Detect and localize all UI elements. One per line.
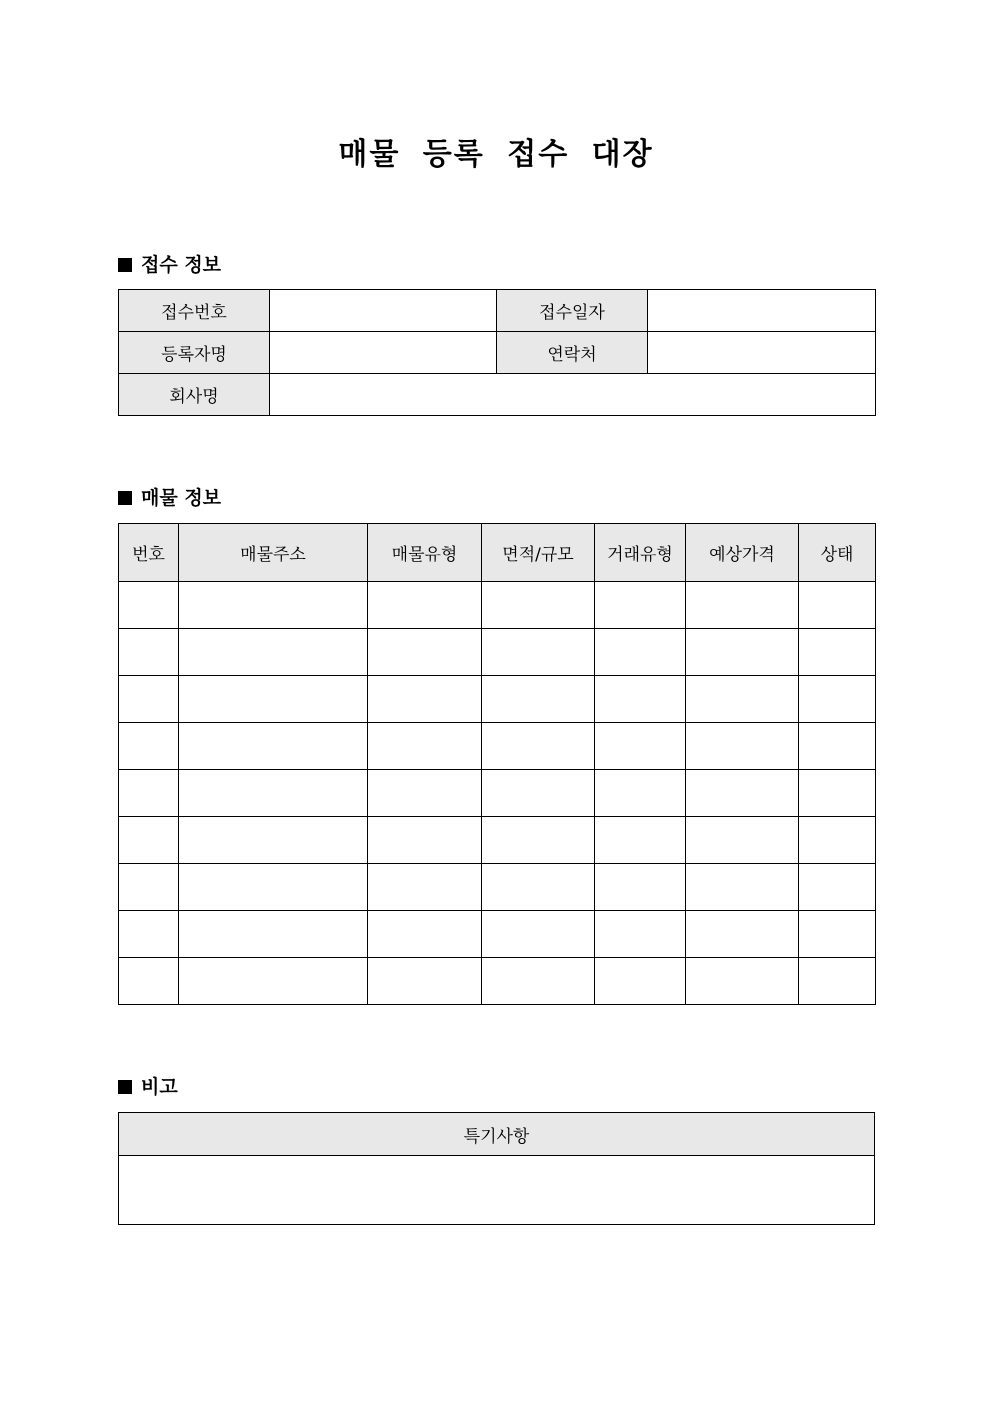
- table-cell[interactable]: [799, 958, 876, 1005]
- reception-row-3: [119, 374, 876, 416]
- table-cell[interactable]: [368, 817, 482, 864]
- table-cell[interactable]: [482, 676, 595, 723]
- table-cell[interactable]: [595, 864, 686, 911]
- column-header-area: 면적/규모: [482, 524, 595, 582]
- section-heading-remarks: [118, 1074, 178, 1100]
- table-row: [119, 582, 876, 629]
- table-cell[interactable]: [799, 676, 876, 723]
- table-cell[interactable]: [595, 911, 686, 958]
- property-header-row: [119, 524, 876, 582]
- contact-label: 연락처: [497, 332, 648, 374]
- table-cell[interactable]: [686, 770, 799, 817]
- section-heading-reception: [118, 252, 221, 278]
- table-cell[interactable]: [119, 958, 179, 1005]
- table-cell[interactable]: [482, 958, 595, 1005]
- column-header-status: 상태: [799, 524, 876, 582]
- table-cell[interactable]: [119, 770, 179, 817]
- table-cell[interactable]: [368, 770, 482, 817]
- table-cell[interactable]: [368, 629, 482, 676]
- remarks-body-row: [119, 1156, 875, 1225]
- remarks-table: [118, 1112, 875, 1225]
- company-name-label: 회사명: [119, 374, 270, 416]
- column-header-property-type: 매물유형: [368, 524, 482, 582]
- table-cell[interactable]: [686, 582, 799, 629]
- table-cell[interactable]: [482, 723, 595, 770]
- table-cell[interactable]: [482, 817, 595, 864]
- column-header-expected-price: 예상가격: [686, 524, 799, 582]
- square-bullet-icon: [118, 258, 132, 272]
- table-cell[interactable]: [595, 770, 686, 817]
- table-row: [119, 817, 876, 864]
- table-cell[interactable]: [595, 723, 686, 770]
- table-cell[interactable]: [179, 911, 368, 958]
- reception-row-1: [119, 290, 876, 332]
- section-heading-property: [118, 485, 221, 511]
- table-cell[interactable]: [119, 864, 179, 911]
- receipt-number-field[interactable]: [270, 290, 497, 332]
- table-cell[interactable]: [595, 629, 686, 676]
- table-cell[interactable]: [179, 723, 368, 770]
- special-notes-field[interactable]: [119, 1156, 875, 1225]
- table-cell[interactable]: [799, 582, 876, 629]
- table-cell[interactable]: [799, 817, 876, 864]
- table-cell[interactable]: [799, 911, 876, 958]
- table-cell[interactable]: [686, 676, 799, 723]
- table-cell[interactable]: [119, 582, 179, 629]
- table-cell[interactable]: [368, 676, 482, 723]
- column-header-transaction-type: 거래유형: [595, 524, 686, 582]
- table-row: [119, 958, 876, 1005]
- company-name-field[interactable]: [270, 374, 876, 416]
- table-row: [119, 911, 876, 958]
- table-cell[interactable]: [179, 958, 368, 1005]
- reception-row-2: [119, 332, 876, 374]
- receipt-date-label: 접수일자: [497, 290, 648, 332]
- table-row: [119, 629, 876, 676]
- table-cell[interactable]: [482, 629, 595, 676]
- column-header-address: 매물주소: [179, 524, 368, 582]
- table-cell[interactable]: [119, 723, 179, 770]
- table-cell[interactable]: [179, 817, 368, 864]
- table-cell[interactable]: [179, 770, 368, 817]
- section-heading-property-text: 매물 정보: [141, 487, 222, 509]
- table-cell[interactable]: [179, 676, 368, 723]
- table-cell[interactable]: [119, 629, 179, 676]
- reception-info-table: [118, 289, 876, 416]
- property-info-table: [118, 523, 876, 1005]
- page-title: 매물 등록 접수 대장: [338, 137, 654, 172]
- table-cell[interactable]: [368, 864, 482, 911]
- table-row: [119, 770, 876, 817]
- column-header-number: 번호: [119, 524, 179, 582]
- table-cell[interactable]: [368, 958, 482, 1005]
- special-notes-label: 특기사항: [119, 1113, 875, 1156]
- table-cell[interactable]: [799, 864, 876, 911]
- table-cell[interactable]: [595, 958, 686, 1005]
- table-cell[interactable]: [686, 723, 799, 770]
- table-cell[interactable]: [368, 582, 482, 629]
- table-cell[interactable]: [595, 676, 686, 723]
- table-cell[interactable]: [799, 770, 876, 817]
- contact-field[interactable]: [648, 332, 876, 374]
- section-heading-remarks-text: 비고: [141, 1076, 178, 1098]
- table-cell[interactable]: [482, 911, 595, 958]
- table-cell[interactable]: [119, 911, 179, 958]
- receipt-number-label: 접수번호: [119, 290, 270, 332]
- table-row: [119, 676, 876, 723]
- table-cell[interactable]: [686, 817, 799, 864]
- square-bullet-icon: [118, 1080, 132, 1094]
- remarks-header-row: [119, 1113, 875, 1156]
- table-cell[interactable]: [119, 676, 179, 723]
- square-bullet-icon: [118, 491, 132, 505]
- table-row: [119, 723, 876, 770]
- table-cell[interactable]: [595, 582, 686, 629]
- table-cell[interactable]: [686, 958, 799, 1005]
- table-cell[interactable]: [799, 629, 876, 676]
- table-cell[interactable]: [686, 629, 799, 676]
- table-cell[interactable]: [368, 723, 482, 770]
- table-cell[interactable]: [179, 582, 368, 629]
- receipt-date-field[interactable]: [648, 290, 876, 332]
- table-cell[interactable]: [179, 629, 368, 676]
- registrant-name-label: 등록자명: [119, 332, 270, 374]
- table-cell[interactable]: [799, 723, 876, 770]
- registrant-name-field[interactable]: [270, 332, 497, 374]
- table-cell[interactable]: [368, 911, 482, 958]
- table-cell[interactable]: [686, 864, 799, 911]
- table-cell[interactable]: [119, 817, 179, 864]
- table-cell[interactable]: [179, 864, 368, 911]
- table-cell[interactable]: [482, 582, 595, 629]
- table-cell[interactable]: [482, 864, 595, 911]
- table-cell[interactable]: [686, 911, 799, 958]
- table-cell[interactable]: [595, 817, 686, 864]
- table-cell[interactable]: [482, 770, 595, 817]
- table-row: [119, 864, 876, 911]
- section-heading-reception-text: 접수 정보: [141, 254, 222, 276]
